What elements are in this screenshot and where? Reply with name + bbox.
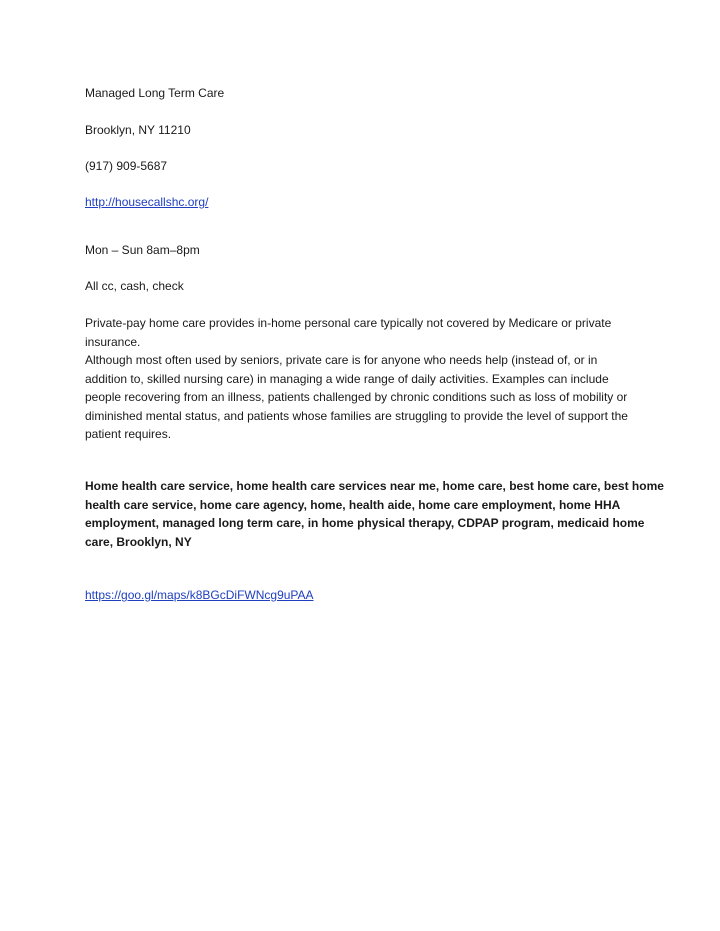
description-paragraph [85, 314, 635, 444]
business-hours: Mon – Sun 8am–8pm [85, 243, 200, 257]
keywords-line: employment, managed long term care, in home physical therapy, CDPAP program, medicaid home [85, 516, 645, 530]
keywords-line: Home health care service, home health care services near me, home care, best home care, best home [85, 479, 664, 493]
description-line: people recovering from an illness, patients challenged by chronic conditions such as loss of mobility or [85, 390, 628, 404]
description-line: insurance. [85, 334, 141, 349]
keywords-paragraph [85, 477, 664, 551]
map-link[interactable]: https://goo.gl/maps/k8BGcDiFWNcg9uPAA [85, 588, 314, 602]
phone-number: (917) 909-5687 [85, 159, 168, 173]
business-type: Managed Long Term Care [85, 86, 225, 100]
website-link[interactable]: http://housecallshc.org/ [85, 195, 209, 209]
keywords-line: health care service, home care agency, home, health aide, home care employment, home HHA [85, 497, 621, 512]
address: Brooklyn, NY 11210 [85, 123, 191, 137]
keywords-line: care, Brooklyn, NY [85, 534, 192, 549]
description-line: Although most often used by seniors, private care is for anyone who needs help (instead of, or in [85, 353, 598, 367]
payment-methods: All cc, cash, check [85, 279, 184, 293]
description-line: patient requires. [85, 427, 172, 441]
description-line: addition to, skilled nursing care) in managing a wide range of daily activities. Examples can include [85, 371, 609, 386]
description-line: diminished mental status, and patients whose families are struggling to provide the level of support the [85, 408, 628, 423]
description-line: Private-pay home care provides in-home personal care typically not covered by Medicare or private [85, 316, 612, 330]
